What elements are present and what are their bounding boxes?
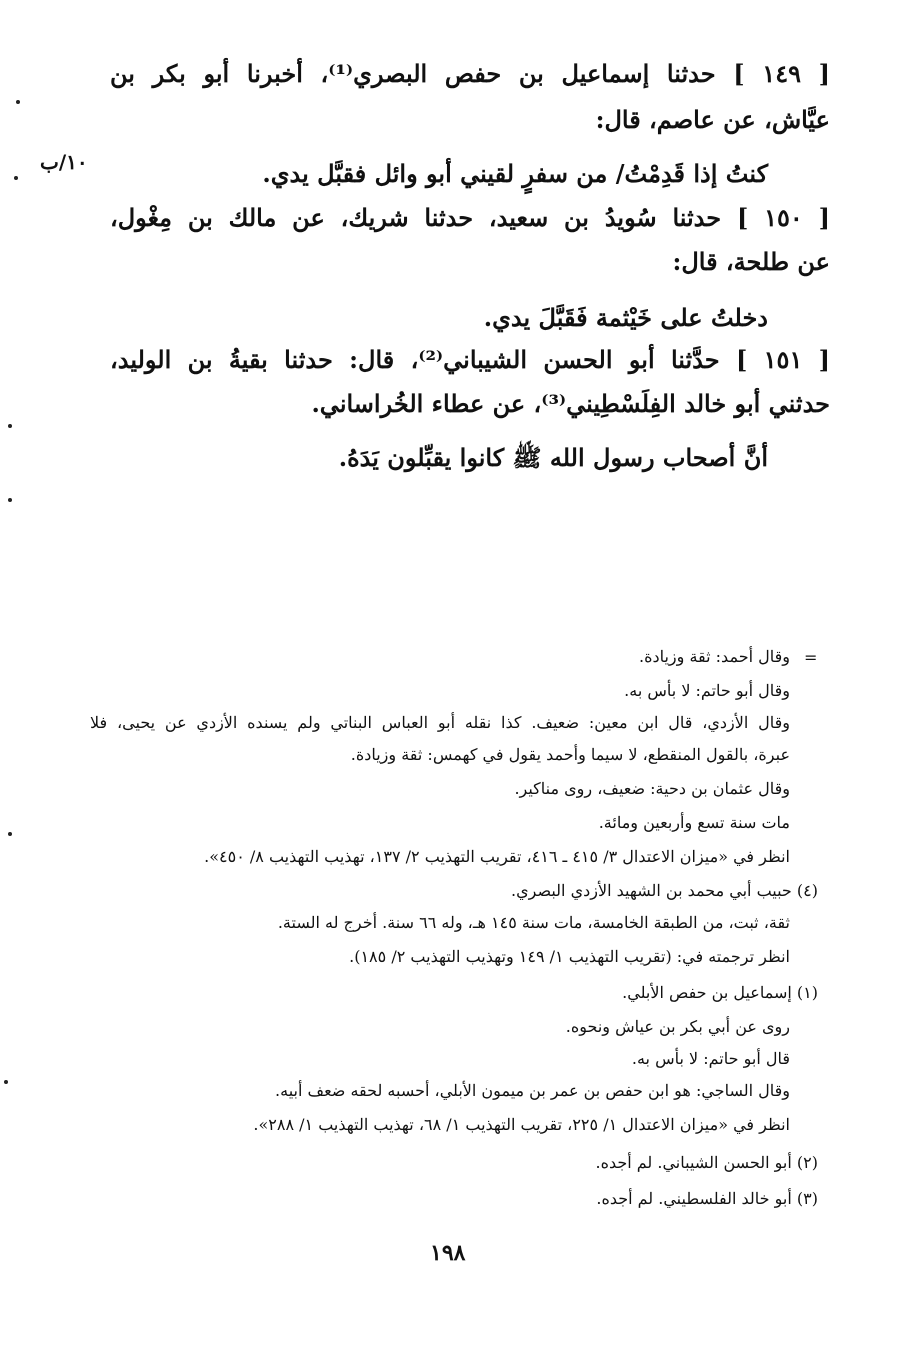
footnote-line: وقال أحمد: ثقة وزيادة. — [638, 647, 790, 666]
margin-dot — [8, 498, 12, 502]
hadith-150-line-2: عن طلحة، قال: — [672, 247, 830, 276]
hadith-151-line-2: حدثني أبو خالد الفِلَسْطِيني⁽³⁾، عن عطاء الخُراساني. — [311, 389, 830, 418]
footnote-line: انظر في «ميزان الاعتدال ٣/ ٤١٥ ـ ٤١٦، تقريب التهذيب ٢/ ١٣٧، تهذيب التهذيب ٨/ ٤٥٠». — [204, 847, 790, 866]
continuation-mark: = — [804, 648, 818, 667]
hadith-149-line-2: عيَّاش، عن عاصم، قال: — [595, 105, 830, 134]
footnote-1-title: (١) إسماعيل بن حفص الأبلي. — [622, 983, 818, 1002]
hadith-150-text: دخلتُ على خَيْثمة فَقَبَّلَ يدي. — [483, 303, 768, 332]
footnote-2: (٢) أبو الحسن الشيباني. لم أجده. — [595, 1153, 818, 1172]
margin-dot — [16, 100, 20, 104]
footnote-line: انظر ترجمته في: (تقريب التهذيب ١/ ١٤٩ وتهذيب التهذيب ٢/ ١٨٥). — [349, 947, 790, 966]
folio-margin-note: ١٠/ب — [40, 150, 88, 174]
margin-dot — [4, 1080, 8, 1084]
footnote-line: وقال عثمان بن دحية: ضعيف، روى مناكير. — [514, 779, 790, 798]
footnote-line: ثقة، ثبت، من الطبقة الخامسة، مات سنة ١٤٥ هـ، وله ٦٦ سنة. أخرج له الستة. — [277, 913, 790, 932]
margin-dot — [8, 832, 12, 836]
hadith-149-line-1: [ ١٤٩ ] حدثنا إسماعيل بن حفص البصري⁽¹⁾، أخبرنا أبو بكر بن — [110, 59, 830, 88]
footnote-line: روى عن أبي بكر بن عياش ونحوه. — [565, 1017, 790, 1036]
footnote-line: انظر في «ميزان الاعتدال ١/ ٢٢٥، تقريب التهذيب ١/ ٦٨، تهذيب التهذيب ١/ ٢٨٨». — [253, 1115, 790, 1134]
hadith-149-text: كنتُ إذا قَدِمْتُ/ من سفرٍ لقيني أبو وائل فقبَّل يدي. — [262, 159, 768, 188]
page-number: ١٩٨ — [430, 1240, 466, 1266]
hadith-151-text: أنَّ أصحاب رسول الله ﷺ كانوا يقبِّلون يَدَهُ. — [338, 443, 768, 472]
margin-dot — [8, 424, 12, 428]
footnote-line: وقال الأزدي، قال ابن معين: ضعيف. كذا نقله أبو العباس البناتي ولم يسنده الأزدي عن يحيى، فلا — [90, 713, 790, 732]
footnote-line: مات سنة تسع وأربعين ومائة. — [598, 813, 790, 832]
footnote-line: عبرة، بالقول المنقطع، لا سيما وأحمد يقول في كهمس: ثقة وزيادة. — [350, 745, 790, 764]
hadith-150-line-1: [ ١٥٠ ] حدثنا سُويدُ بن سعيد، حدثنا شريك، عن مالك بن مِغْول، — [110, 203, 831, 232]
margin-dot — [14, 176, 18, 180]
footnote-3: (٣) أبو خالد الفلسطيني. لم أجده. — [596, 1189, 818, 1208]
hadith-151-line-1: [ ١٥١ ] حدَّثنا أبو الحسن الشيباني⁽²⁾، قال: حدثنا بقيةُ بن الوليد، — [110, 345, 831, 374]
footnote-line: وقال الساجي: هو ابن حفص بن عمر بن ميمون الأبلي، أحسبه لحقه ضعف أبيه. — [275, 1081, 790, 1100]
footnote-line: وقال أبو حاتم: لا بأس به. — [624, 681, 790, 700]
footnote-line: قال أبو حاتم: لا بأس به. — [631, 1049, 790, 1068]
footnote-4-title: (٤) حبيب أبي محمد بن الشهيد الأزدي البصري. — [511, 881, 818, 900]
